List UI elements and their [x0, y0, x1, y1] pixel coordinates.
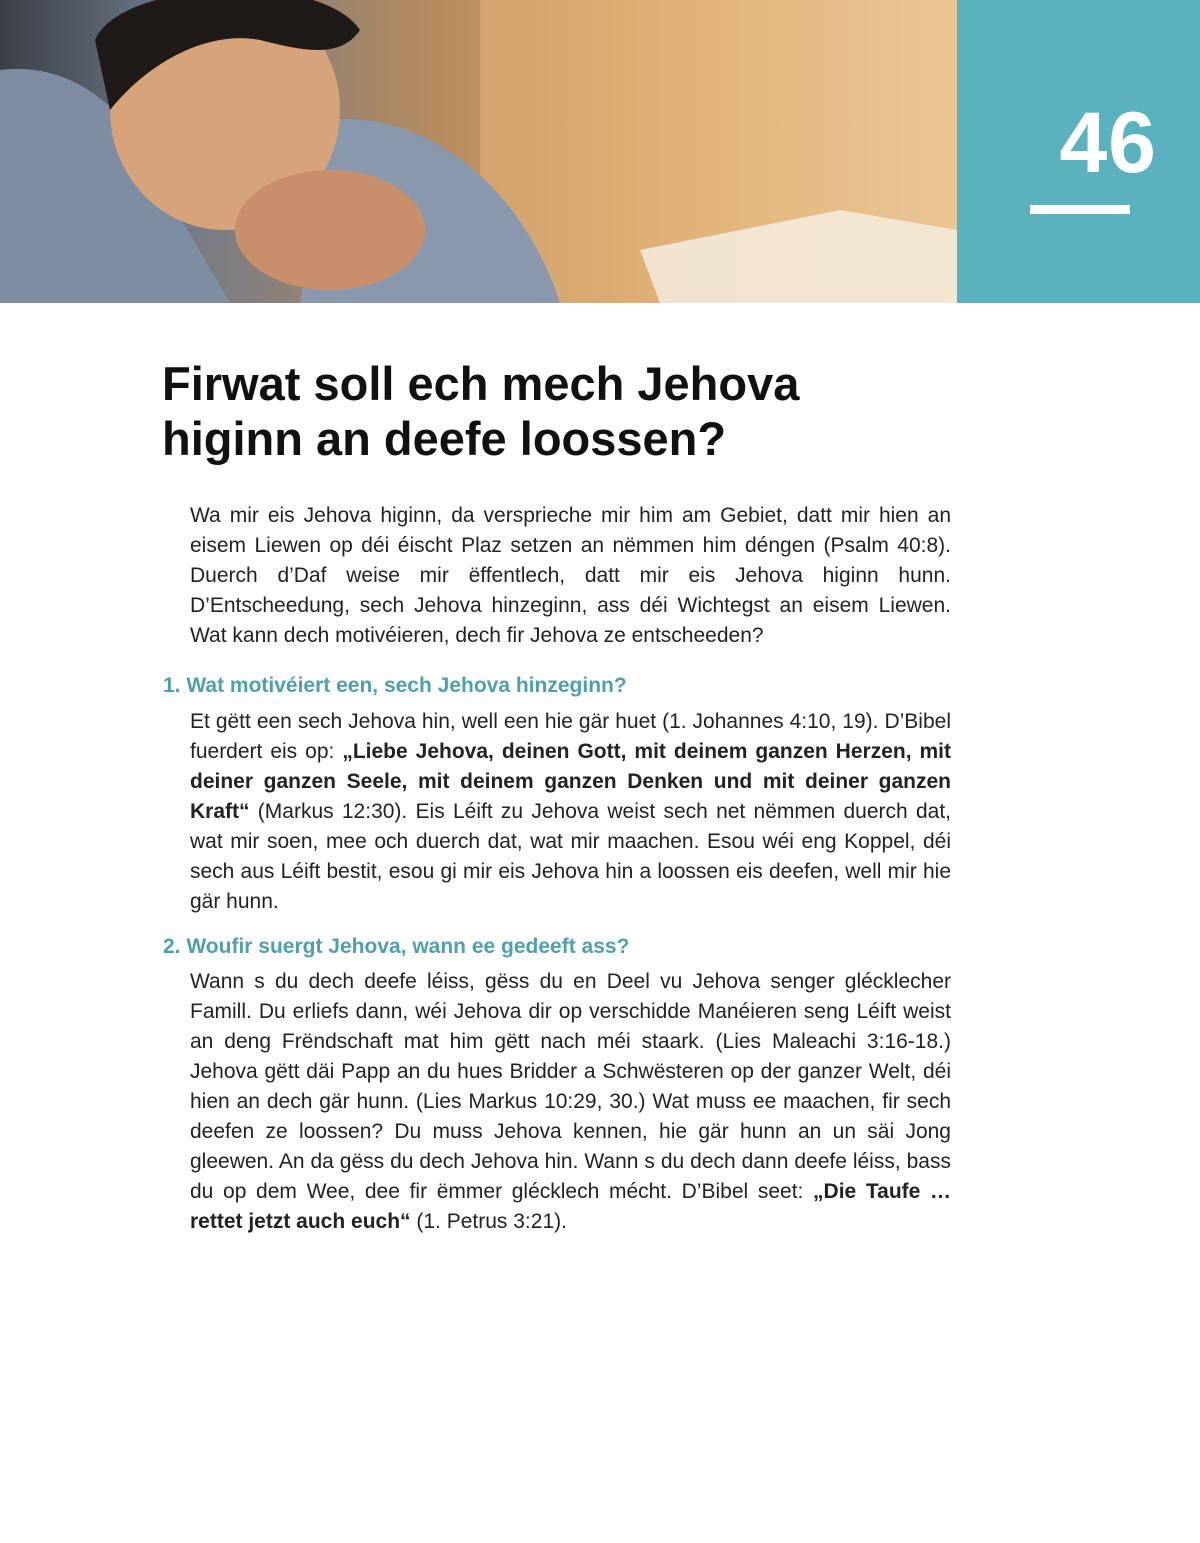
section-2-heading: 2. Woufir suergt Jehova, wann ee gedeeft ass? — [163, 935, 630, 958]
section-1-quote: „Liebe Jehova, deinen Gott, mit deinem ganzen Herzen, mit deiner ganzen Seele, mit deinem ganzen Denken und mit deiner ganzen Kraft“ — [190, 740, 952, 823]
lesson-badge — [957, 0, 1200, 303]
lesson-underline — [1030, 205, 1130, 214]
section-2-text-a: Wann s du dech deefe léiss, gëss du en Deel vu Jehova senger glécklecher Famill. Du erliefs dann, wéi Jehova dir op verschidde Manéieren seng Léift weist an deng Frëndschaft mat him gëtt nach méi staark. (Lies Maleachi 3:16-18.) Jehova gëtt däi Papp an du hues Bridder a Schwësteren op der ganzer Welt, déi hien an dech gär hunn. (Lies Markus 10:29, 30.) Wat muss ee maachen, fir sech deefen ze loossen? Du muss Jehova kennen, hie gär hunn an un säi Jong gleewen. An da gëss du dech Jehova hin. Wann s du dech dann deefe léiss, bass du op dem Wee, dee fir ëmmer glécklech mécht. D’Bibel seet: — [190, 970, 951, 1203]
intro-paragraph: Wa mir eis Jehova higinn, da versprieche mir him am Gebiet, datt mir hien an eisem Liewen op déi éischt Plaz setzen an nëmmen him déngen (Psalm 40:8). Duerch d’Daf weise mir ëffentlech, datt mir eis Jehova higinn hunn. D’Entscheedung, sech Jehova hinzeginn, ass déi Wichtegst an eisem Liewen. Wat kann dech motivéieren, dech fir Jehova ze entscheeden? — [190, 504, 951, 647]
section-1-paragraph — [190, 707, 951, 917]
lesson-number: 46 — [1059, 95, 1157, 191]
section-2-text-b: (1. Petrus 3:21). — [410, 1210, 567, 1233]
praying-man-illustration — [0, 0, 957, 303]
page-title — [162, 356, 962, 466]
title-line-2: higinn an deefe loossen? — [162, 412, 727, 465]
section-1-text-a: Et gëtt een sech Jehova hin, well een hie gär huet (1. Johannes 4:10, 19). D’Bibel fuerdert eis op: — [190, 710, 951, 763]
section-1-heading: 1. Wat motivéiert een, sech Jehova hinzeginn? — [163, 674, 627, 697]
title-line-1: Firwat soll ech mech Jehova — [162, 357, 800, 410]
hero-photo — [0, 0, 957, 303]
section-1-text-b: (Markus 12:30). Eis Léift zu Jehova weist sech net nëmmen duerch dat, wat mir soen, mee och duerch dat, wat mir maachen. Esou wéi eng Koppel, déi sech aus Léift bestit, esou gi mir eis Jehova hin a loossen eis deefen, well mir hie gär hunn. — [190, 800, 951, 913]
section-2-paragraph — [190, 967, 951, 1237]
section-2-quote: „Die Taufe … rettet jetzt auch euch“ — [190, 1180, 952, 1233]
